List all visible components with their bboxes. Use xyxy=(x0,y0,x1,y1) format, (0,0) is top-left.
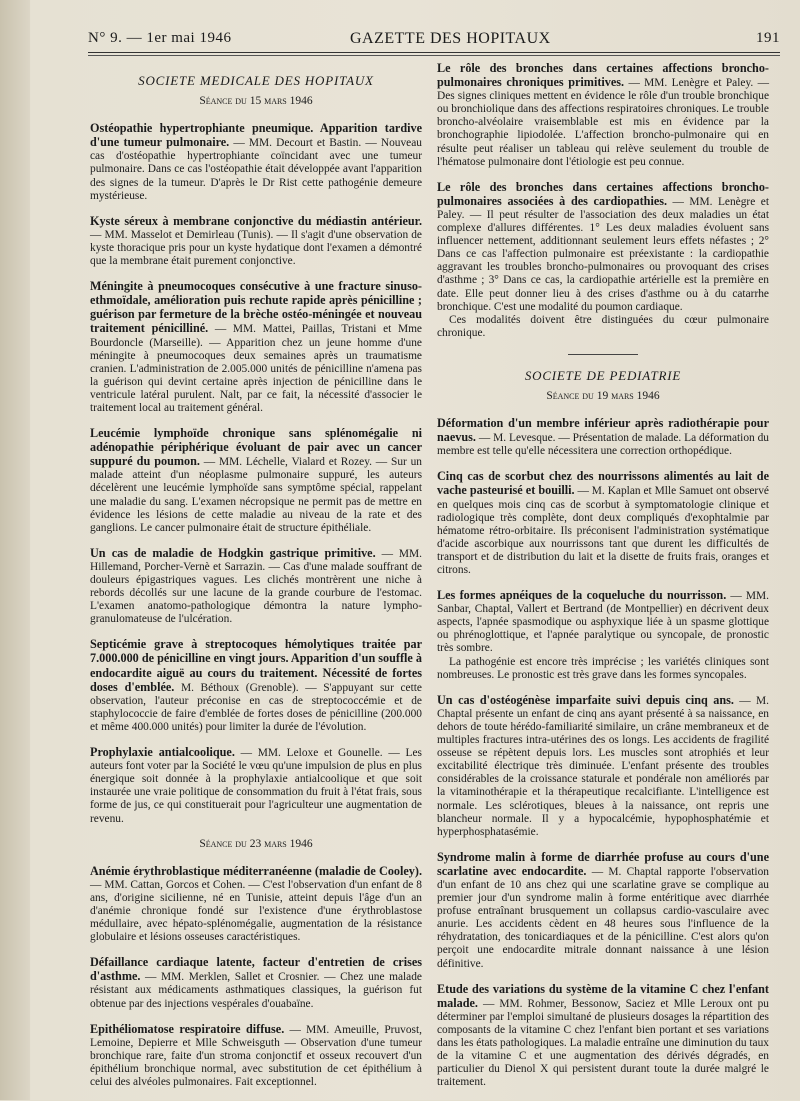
article xyxy=(90,638,422,734)
article-body: — M. Chaptal présente un enfant de cinq ans ayant présenté à sa naissance, en dehors de toute hérédo-familiarité similaire, un crâne membraneux et de multiples fractures intra-utérines des os longs. Les accidents de fragilité osseuse se répètent depuis lors. Les muscles sont atrophiés et leur excitabilité électrique très diminuée. L'enfant présente des troubles considérables de la croissance staturale et pondérale non améliorés par la vitaminothérapie et la thérapeutique recalcifiante. L'intelligence est normale. Les sclérotiques, bleues à la naissance, ont repris une blancheur normale. Il y a hypocalcémie, hypophosphatémie et hyperphosphatasémie. xyxy=(437,694,769,838)
article xyxy=(90,122,422,203)
left-column xyxy=(90,62,422,1101)
journal-title: GAZETTE DES HOPITAUX xyxy=(350,30,551,47)
header-rule xyxy=(88,52,780,56)
article-title: Défaillance cardiaque latente, facteur d'entretien de crises d'asthme. xyxy=(90,955,422,984)
article-body: — MM. Léchelle, Vialard et Rozey. — Sur un malade atteint d'un néoplasme pulmonaire suppuré, les auteurs décelèrent une leucémie lymphoïde sans symptôme spécial, rappelant une maladie du sang. L'examen nécropsique ne permit pas de mettre en évidence les lésions de cette maladie au niveau de la rate et des ganglions. Le cancer pulmonaire était de structure épithéliale. xyxy=(90,456,422,534)
page-header xyxy=(88,26,780,48)
seance-heading: Séance du 19 mars 1946 xyxy=(546,389,660,402)
article xyxy=(90,215,422,268)
article-title: Septicémie grave à streptocoques hémolytiques traitée par 7.000.000 de pénicilline en vingt jours. Apparition d'un souffle à endocardite aiguë au cours du traitement. Nécessité de fortes doses d'emblée. xyxy=(90,637,422,694)
article-body: — MM. Rohmer, Bessonow, Saciez et Mlle Leroux ont pu déterminer par l'emploi simultané de plusieurs dosages la répartition des composants de la vitamine C chez l'enfant bien portant et ses variations dans les états pathologiques. La maladie entraîne une diminution du taux de la vitamine C et une augmentation des dérivés dégradés, en particulier du Dienol X qui persistent durant toute la durée malgré le traitement. xyxy=(437,997,769,1089)
article-body: — MM. Mattei, Paillas, Tristani et Mme Bourdoncle (Marseille). — Apparition chez un jeune homme d'une méningite à pneumocoques deux semaines après un traumatisme cranien. L'administration de 2.005.000 unités de pénicilline n'amena pas la guérison qui devint certaine après injection de pénicilline dans le ventricule latéral purulent. Nalt, par ce fait, la nécessité d'associer le traitement local au traitement général. xyxy=(90,323,422,414)
article-body: — MM. Merklen, Sallet et Crosnier. — Chez une malade résistant aux médicaments asthmatiques classiques, la guérison fut obtenue par des injections vespérales d'ouabaïne. xyxy=(90,971,422,1010)
page-edge xyxy=(0,0,30,1100)
article xyxy=(437,983,769,1090)
article-title: Etude des variations du système de la vitamine C chez l'enfant malade. xyxy=(437,981,769,1010)
article xyxy=(90,746,422,826)
article-title: Prophylaxie antialcoolique. xyxy=(90,745,235,760)
article xyxy=(90,865,422,945)
article-title: Déformation d'un membre inférieur après radiothérapie pour naevus. xyxy=(437,416,769,445)
section-divider xyxy=(568,354,638,355)
article-title: Leucémie lymphoïde chronique sans splénomégalie ni adénopathie périphérique évoluant de pair avec un cancer suppuré du poumon. xyxy=(90,426,422,469)
society-title: SOCIETE MEDICALE DES HOPITAUX xyxy=(138,73,374,88)
article-title: Le rôle des bronches dans certaines affections broncho-pulmonaires chroniques primitives. xyxy=(437,61,769,90)
right-column xyxy=(437,62,769,1101)
article-title: Ostéopathie hypertrophiante pneumique. Apparition tardive d'une tumeur pulmonaire. xyxy=(90,121,422,150)
article-title: Un cas d'ostéogénèse imparfaite suivi depuis cinq ans. xyxy=(437,692,734,707)
article xyxy=(437,694,769,839)
seance-heading: Séance du 15 mars 1946 xyxy=(199,95,313,108)
article xyxy=(437,851,769,971)
article-title: Le rôle des bronches dans certaines affections broncho-pulmonaires associées à des cardiopathies. xyxy=(437,179,769,208)
article-title: Un cas de maladie de Hodgkin gastrique primitive. xyxy=(90,545,376,560)
article-title: Syndrome malin à forme de diarrhée profuse au cours d'une scarlatine avec endocardite. xyxy=(437,849,769,878)
article-body: — MM. Decourt et Bastin. — Nouveau cas d'ostéopathie hypertrophiante coïncidant avec une tumeur pulmonaire. Dans ce cas l'ostéopathie était développée avant l'apparition des signes de la tumeur. D'après le Dr Rist cette pathogénie demeure mystérieuse. xyxy=(90,137,422,202)
article-title: Kyste séreux à membrane conjonctive du médiastin antérieur. xyxy=(90,213,422,228)
seance-heading: Séance du 23 mars 1946 xyxy=(199,837,313,850)
article-title: Cinq cas de scorbut chez des nourrissons alimentés au lait de vache pasteurisé et bouilli. xyxy=(437,469,769,498)
issue-date: N° 9. — 1er mai 1946 xyxy=(88,30,232,46)
article xyxy=(90,547,422,627)
article-body-paragraph: La pathogénie est encore très imprécise ; les variétés cliniques sont nombreuses. Le pronostic est très grave dans les formes syncopales. xyxy=(437,655,769,681)
article-body: — MM. Hillemand, Porcher-Vernè et Sarrazin. — Cas d'une malade souffrant de douleurs épigastriques vagues. Les clichés montrèrent une niche à rebords décollés sur une lacune de la grande courbure de l'estomac. L'examen anatomo-pathologique démontra la nature lympho-granulomateuse de l'ulcération. xyxy=(90,547,423,626)
article xyxy=(90,427,422,535)
article-body: — M. Chaptal rapporte l'observation d'un enfant de 10 ans chez qui une scarlatine grave se complique au premier jour d'un syndrome malin à forme entéritique avec diarrhée profuse entraînant brusquement un collapsus cardio-vasculaire avec anurie. Les accidents cèdent en 48 heures sous l'influence de la réhydratation, des tonicardiaques et de la pénicilline. C'est alors qu'on perçoit une endocardite mitrale donnant naissance à une lésion définitive. xyxy=(437,865,769,970)
article-body: — MM. Sanbar, Chaptal, Vallert et Bertrand (de Montpellier) en décrivent deux aspects, l'apnée spasmodique ou asphyxique liée à un spasme glottique ou phrénoglottique, et l'apnée paralytique ou syncopale, de pronostic très sombre. xyxy=(437,590,770,655)
article xyxy=(437,417,769,458)
article-body: — MM. Cattan, Gorcos et Cohen. — C'est l'observation d'un enfant de 8 ans, d'origine sicilienne, né en Tunisie, atteint depuis l'âge d'un an d'anémie chronique fondé sur l'existence d'une érythroblastose médullaire, avec hépato-splénomégalie, augmentation de la résistance globulaire et lésions osseuses caractéristiques. xyxy=(90,878,422,944)
article xyxy=(437,589,769,682)
article-body: — MM. Ameuille, Pruvost, Lemoine, Depierre et Mlle Schweisguth — Observation d'une tumeur bronchique rare, faite d'un stroma conjonctif et osseux recouvert d'un épithélium bronchique normal, avec substitution de cet épithélium à celui des alvéoles pulmonaires. Fait exceptionnel. xyxy=(90,1023,422,1088)
article xyxy=(90,1023,422,1089)
article-body: — M. Levesque. — Présentation de malade. La déformation du membre est telle qu'elle nécessitera une correction orthopédique. xyxy=(437,432,769,458)
article-title: Les formes apnéiques de la coqueluche du nourrisson. xyxy=(437,588,727,603)
page-number: 191 xyxy=(756,30,780,46)
article xyxy=(437,181,769,340)
article-title: Anémie érythroblastique méditerranéenne (maladie de Cooley). xyxy=(90,863,422,878)
article xyxy=(437,470,769,577)
article-body: — M. Kaplan et Mlle Samuet ont observé en quelques mois cinq cas de scorbut à symptomatologie clinique et radiologique très complète, dont deux compliqués d'exophtalmie par hématome rétro-orbitaire. Ils préconisent l'administration systématique d'acide ascorbique aux nourrissons tant que durent les difficultés de transport et de distribution du lait et la disette de fruits frais, oranges et citrons. xyxy=(437,485,769,576)
article xyxy=(90,280,422,415)
article-body: — MM. Lenègre et Paley. — Il peut résulter de l'association des deux maladies un état complexe d'allures différentes. 1° Les deux maladies évoluent sans influencer nettement, additionnant seulement leurs effets néfastes ; 2° Dans ce cas l'affection pulmonaire est préexistante : la cardiopathie aggravant les troubles broncho-pulmonaires ou provoquant des crises d'asthme ; 3° Dans ce cas, la cardiopathie artérielle est la première en date. Elle peut donner lieu à des crises d'asthme ou à du catarrhe bronchique. C'est une modalité du poumon cardiaque. xyxy=(437,195,769,313)
article-body: — MM. Lenègre et Paley. — Des signes cliniques mettent en évidence le rôle d'un trouble bronchique ou bronchiolique dans des affections respiratoires chroniques. Le trouble broncho-alvéolaire vraisemblable est mis en évidence par la bronchographie lipiodolée. L'affection broncho-pulmonaire qui en résulte peut réaliser un tableau qui relève seulement du trouble de l'hématose pulmonaire dont l'étiologie est peu connue. xyxy=(437,77,769,168)
article-body: — MM. Leloxe et Gounelle. — Les auteurs font voter par la Société le vœu qu'une impulsion de plus en plus énergique soit donnée à la prophylaxie antialcoolique et que soit instaurée une vraie politique de consommation du fruit à l'état frais, sous forme de jus, ce qui constituerait pour l'agriculteur une augmentation de revenu. xyxy=(90,747,422,825)
article-title: Epithéliomatose respiratoire diffuse. xyxy=(90,1021,285,1036)
article xyxy=(90,956,422,1010)
article-body: — MM. Masselot et Demirleau (Tunis). — Il s'agit d'une observation de kyste thoracique pris pour un kyste hydatique dont l'examen a démontré que la membrane était purement conjonctive. xyxy=(90,228,422,268)
article-title: Méningite à pneumocoques consécutive à une fracture sinuso-ethmoïdale, amélioration puis rechute rapide après pénicilline ; guérison par fermeture de la brèche ostéo-méningée et nouveau traitement pénicilliné. xyxy=(90,279,422,336)
article-body: M. Béthoux (Grenoble). — S'appuyant sur cette observation, l'auteur préconise en cas de streptococcémie et de staphylococcie de faire d'emblée de fortes doses de pénicilline (200.000 et même 400.000 unités) pour limiter la durée de l'évolution. xyxy=(90,681,422,733)
article xyxy=(437,62,769,169)
article-body-paragraph: Ces modalités doivent être distinguées du cœur pulmonaire chronique. xyxy=(437,313,769,339)
society-title: SOCIETE DE PEDIATRIE xyxy=(524,367,682,383)
